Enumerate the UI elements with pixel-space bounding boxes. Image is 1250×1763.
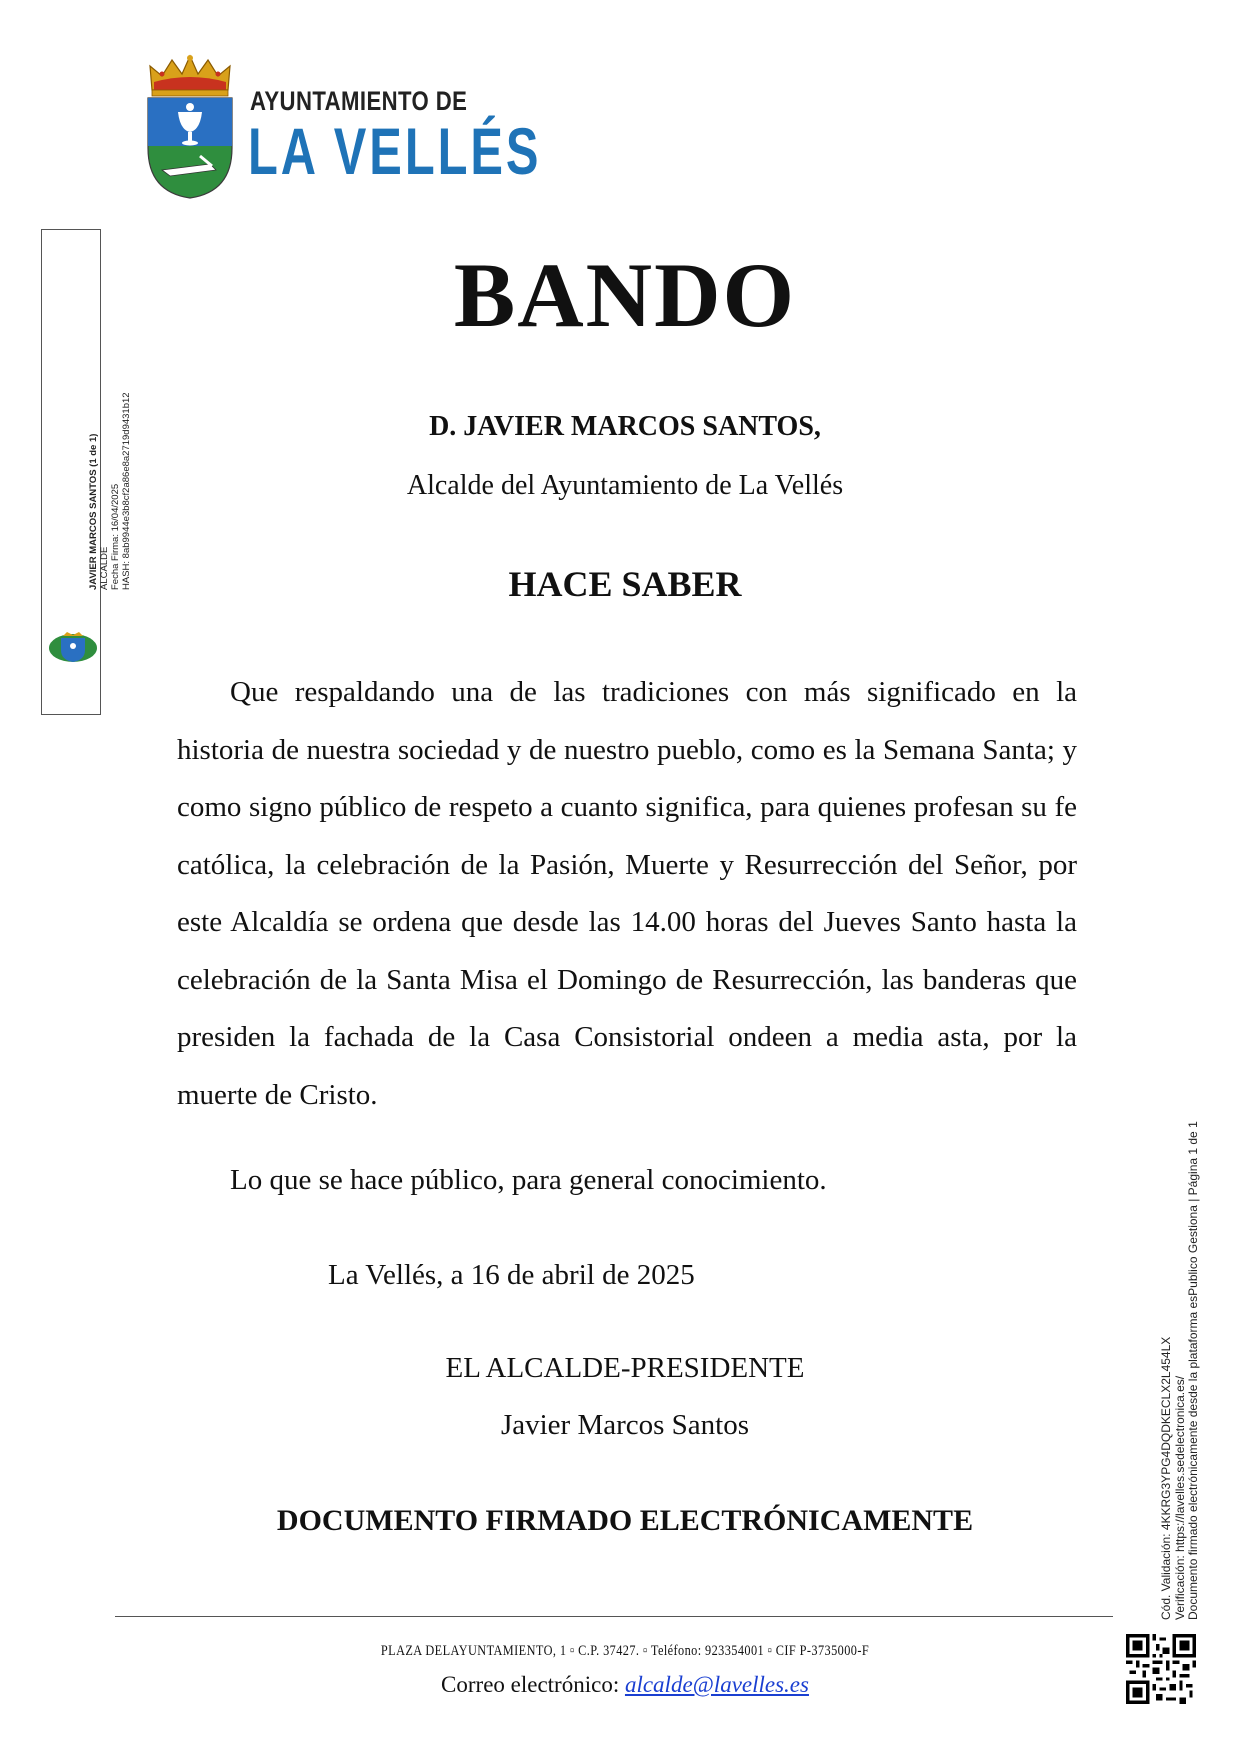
validation-code: Cód. Validación: 4KKRG3YPG4DQDKECLX2L454LX — [1159, 1336, 1173, 1620]
signer-line: JAVIER MARCOS SANTOS (1 de 1) — [88, 433, 99, 590]
qr-code-icon[interactable] — [1126, 1634, 1196, 1704]
coat-of-arms-logo — [140, 52, 240, 200]
seal-icon — [47, 632, 99, 664]
signatory-name: Javier Marcos Santos — [500, 1409, 750, 1441]
platform-note: Documento firmado electrónicamente desde la plataforma esPublico Gestiona | Página 1 de 1 — [1186, 1121, 1200, 1620]
hash-line: HASH: 8ab9944e3b8cf2a86e8a2719d9431b12 — [121, 392, 132, 590]
footer-divider — [115, 1616, 1113, 1617]
email-link[interactable]: alcalde@lavelles.es — [624, 1672, 809, 1697]
e-signed-note: DOCUMENTO FIRMADO ELECTRÓNICAMENTE — [276, 1504, 974, 1537]
org-name-line2: LA VELLÉS — [248, 114, 542, 188]
signer-role-line: ALCALDE — [99, 546, 110, 590]
closing-line: Lo que se hace público, para general conocimiento. — [230, 1164, 827, 1196]
email-label: Correo electrónico: — [441, 1672, 620, 1697]
document-title: BANDO — [453, 244, 797, 346]
mayor-name: D. JAVIER MARCOS SANTOS, — [429, 411, 821, 442]
footer-address: PLAZA DELAYUNTAMIENTO, 1 ▫ C.P. 37427. ▫ Teléfono: 923354001 ▫ CIF P-3735000-F — [380, 1643, 870, 1659]
place-date: La Vellés, a 16 de abril de 2025 — [328, 1259, 695, 1291]
footer-email-line — [0, 1672, 1250, 1698]
verification-url: Verificación: https://lavelles.sedelectronica.es/ — [1172, 1375, 1187, 1620]
mayor-role: Alcalde del Ayuntamiento de La Vellés — [406, 470, 844, 501]
org-name-line1: AYUNTAMIENTO DE — [250, 86, 468, 116]
section-heading: HACE SABER — [508, 564, 742, 604]
sign-date-line: Fecha Firma: 16/04/2025 — [110, 483, 121, 590]
validation-text — [1160, 1121, 1201, 1620]
body-paragraph: Que respaldando una de las tradiciones con más significado en la historia de nuestra sociedad y de nuestro pueblo, como es la Semana Santa; y como signo público de respeto a cuanto significa, para quienes profesan su fe católica, la celebración de la Pasión, Muerte y Resurrección del Señor, por este Alcaldía se ordena que desde las 14.00 horas del Jueves Santo hasta la celebración de la Santa Misa el Domingo de Resurrección, las banderas que presiden la fachada de la Casa Consistorial ondeen a media asta, por la muerte de Cristo. — [177, 676, 1077, 1111]
signatory-title: EL ALCALDE-PRESIDENTE — [445, 1352, 805, 1384]
